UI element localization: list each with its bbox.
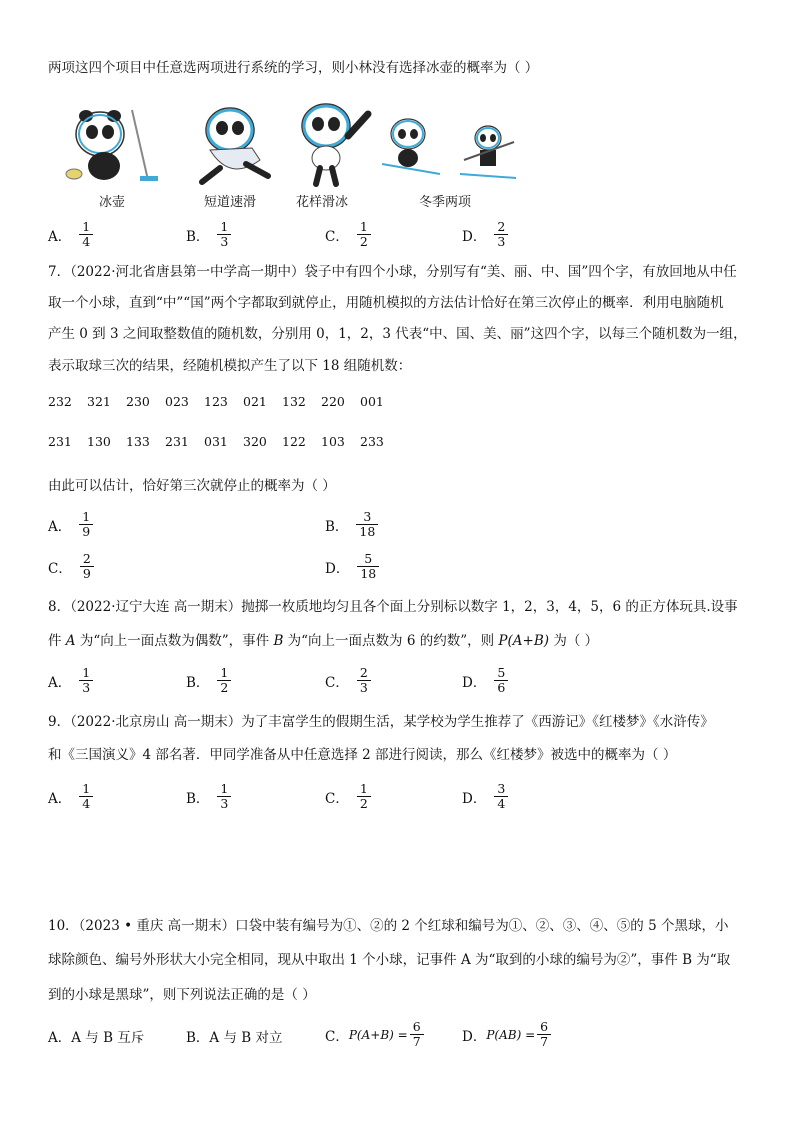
fraction: $\frac{6}{7}$ [410, 1020, 424, 1049]
q10-line-2: 球除颜色、编号外形状大小完全相同，现从中取出 1 个小球，记事件 A 为“取到的小球的编号为②”，事件 B 为“取 [48, 952, 731, 968]
q6-option-b[interactable] [186, 220, 231, 249]
q7-option-b[interactable] [325, 510, 378, 539]
fraction: $\frac{1}{2}$ [357, 782, 371, 811]
q8-line-1: 8．（2022·辽宁大连 高一期末）抛掷一枚质地均匀且各个面上分别标以数字 1，2，3，4，5，6 的正方体玩具.设事 [48, 599, 738, 615]
fraction: $\frac{1}{2}$ [217, 666, 231, 695]
fraction: $\frac{1}{4}$ [79, 782, 93, 811]
option-letter: C． [325, 1028, 349, 1045]
biathlon-panda-image-1 [378, 114, 444, 178]
q9-line-2: 和《三国演义》4 部名著．甲同学准备从中任意选择 2 部进行阅读，那么《红楼梦》被选中的概率为（ ） [48, 747, 677, 763]
option-letter: D． [325, 560, 350, 577]
option-letter: D． [462, 228, 487, 245]
option-letter: C． [325, 674, 349, 691]
fraction: $\frac{5}{6}$ [494, 666, 508, 695]
speed-skating-panda-image [190, 98, 280, 188]
q10-line-1: 10．（2023 • 重庆 高一期末）口袋中装有编号为①、②的 2 个红球和编号为①、②、③、④、⑤的 5 个黑球，小 [48, 918, 729, 934]
option-letter: A． [48, 518, 72, 535]
q10-line-3: 到的小球是黑球”，则下列说法正确的是（ ） [48, 987, 316, 1003]
fraction: $\frac{2}{9}$ [80, 552, 94, 581]
fraction: $\frac{2}{3}$ [357, 666, 371, 695]
fraction: $\frac{1}{9}$ [79, 510, 93, 539]
caption-figure-skating: 花样滑冰 [296, 195, 349, 210]
var-a: A [65, 633, 76, 649]
fraction: $\frac{1}{3}$ [217, 782, 231, 811]
q9-option-d[interactable] [462, 782, 508, 811]
q9-line-1: 9．（2022·北京房山 高一期末）为了丰富学生的假期生活，某学校为学生推荐了《西游记》《红楼梦》《水浒传》 [48, 714, 714, 730]
q8-option-b[interactable] [186, 666, 231, 695]
q7-line-1: 7．（2022·河北省唐县第一中学高一期中）袋子中有四个小球，分别写有“美、丽、中、国”四个字，有放回地从中任 [48, 264, 737, 280]
caption-biathlon: 冬季两项 [419, 195, 472, 210]
q10-option-b[interactable]: B．A 与 B 对立 [186, 1030, 283, 1046]
q7-option-a[interactable] [48, 510, 93, 539]
q6-option-d[interactable] [462, 220, 508, 249]
q10-option-c[interactable] [325, 1020, 424, 1049]
caption-speed-skating: 短道速滑 [204, 195, 257, 210]
q7-option-c[interactable] [48, 552, 94, 581]
option-letter: D． [462, 1028, 487, 1045]
fraction: $\frac{5}{18}$ [357, 552, 379, 581]
fraction: $\frac{3}{4}$ [494, 782, 508, 811]
q6-stem: 两项这四个项目中任意选两项进行系统的学习，则小林没有选择冰壶的概率为（ ） [48, 60, 539, 76]
random-numbers-row-1: 232 321 230 023 123 021 132 220 001 [48, 394, 384, 409]
fraction: $\frac{2}{3}$ [494, 220, 508, 249]
option-letter: C． [48, 560, 72, 577]
q7-line-3: 产生 0 到 3 之间取整数值的随机数，分别用 0，1，2，3 代表“中、国、美、丽”这四个字，以每三个随机数为一组， [48, 326, 747, 342]
q7-line-4: 表示取球三次的结果，经随机模拟产生了以下 18 组随机数： [48, 358, 412, 374]
q8-option-c[interactable] [325, 666, 371, 695]
q6-option-c[interactable] [325, 220, 371, 249]
option-letter: D． [462, 790, 487, 807]
option-letter: C． [325, 228, 349, 245]
option-letter: B． [186, 228, 210, 245]
expr: P(A+B) = [348, 1027, 408, 1042]
fraction: $\frac{1}{2}$ [357, 220, 371, 249]
figure-skating-panda-image [284, 96, 374, 188]
option-letter: B． [325, 518, 349, 535]
expr-p-a-plus-b: P(A+B) [498, 633, 550, 649]
curling-panda-image [62, 100, 162, 186]
option-letter: B． [186, 790, 210, 807]
q8-option-d[interactable] [462, 666, 508, 695]
q7-line-2: 取一个小球，直到“中”“国”两个字都取到就停止，用随机模拟的方法估计恰好在第三次停止的概率．利用电脑随机 [48, 295, 724, 311]
option-letter: A． [48, 790, 72, 807]
expr: P(AB) = [486, 1027, 536, 1042]
q7-question: 由此可以估计，恰好第三次就停止的概率为（ ） [48, 478, 336, 494]
fraction: $\frac{1}{3}$ [217, 220, 231, 249]
option-letter: A． [48, 228, 72, 245]
fraction: $\frac{1}{3}$ [79, 666, 93, 695]
random-numbers-row-2: 231 130 133 231 031 320 122 103 233 [48, 434, 384, 449]
q8-line-2: 件 A 为“向上一面点数为偶数”，事件 B 为“向上一面点数为 6 的约数”，则 P(A+B) 为（ ） [48, 633, 599, 649]
q7-option-d[interactable] [325, 552, 379, 581]
q10-option-d[interactable] [462, 1020, 551, 1049]
caption-curling: 冰壶 [99, 195, 126, 210]
q8-option-a[interactable] [48, 666, 93, 695]
fraction: $\frac{6}{7}$ [537, 1020, 551, 1049]
q10-option-a[interactable]: A．A 与 B 互斥 [48, 1030, 145, 1046]
q6-option-a[interactable] [48, 220, 93, 249]
fraction: $\frac{1}{4}$ [79, 220, 93, 249]
fraction: $\frac{3}{18}$ [356, 510, 378, 539]
biathlon-panda-image-2 [456, 122, 520, 182]
q9-option-c[interactable] [325, 782, 371, 811]
q9-option-b[interactable] [186, 782, 231, 811]
option-letter: D． [462, 674, 487, 691]
var-b: B [273, 633, 284, 649]
option-letter: A． [48, 674, 72, 691]
q9-option-a[interactable] [48, 782, 93, 811]
option-letter: C． [325, 790, 349, 807]
option-letter: B． [186, 674, 210, 691]
